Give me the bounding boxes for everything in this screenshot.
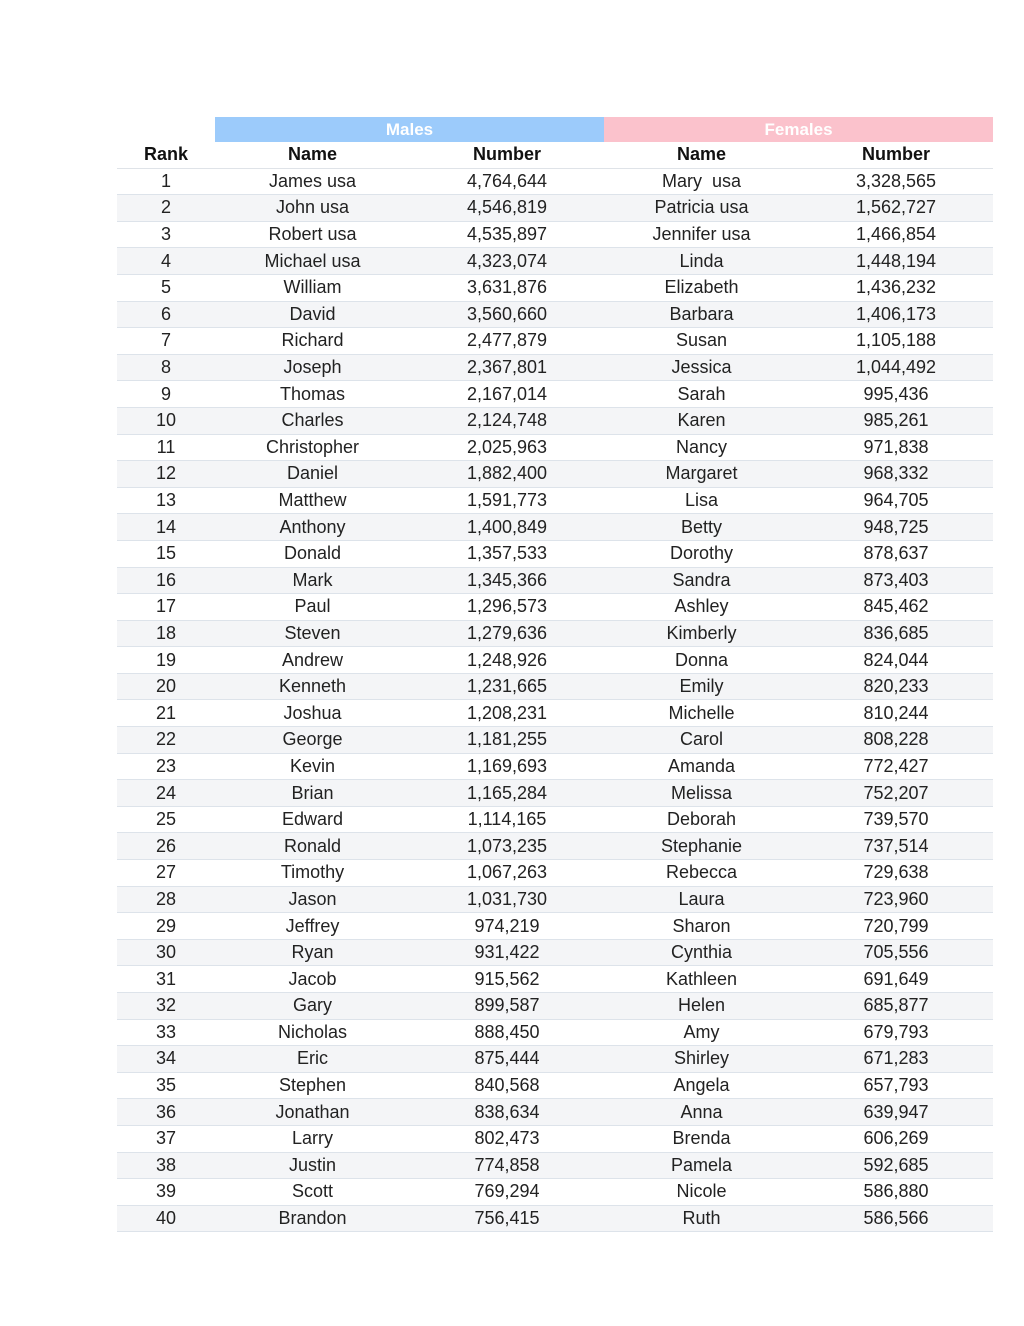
male-number-cell: 899,587 xyxy=(410,993,604,1020)
table-row xyxy=(117,567,993,594)
male-number-cell: 756,415 xyxy=(410,1205,604,1232)
female-name-cell: Cynthia xyxy=(604,939,799,966)
female-name-cell: Carol xyxy=(604,727,799,754)
female-number-cell: 948,725 xyxy=(799,514,993,541)
female-number-cell: 772,427 xyxy=(799,753,993,780)
male-number-cell: 1,279,636 xyxy=(410,620,604,647)
female-number-cell: 845,462 xyxy=(799,594,993,621)
female-number-cell: 752,207 xyxy=(799,780,993,807)
rank-cell: 21 xyxy=(117,700,215,727)
female-name-cell: Pamela xyxy=(604,1152,799,1179)
male-name-cell: Stephen xyxy=(215,1072,410,1099)
male-name-cell: Andrew xyxy=(215,647,410,674)
table-row xyxy=(117,514,993,541)
female-number-cell: 739,570 xyxy=(799,806,993,833)
male-number-cell: 915,562 xyxy=(410,966,604,993)
rank-cell: 6 xyxy=(117,301,215,328)
rank-cell: 26 xyxy=(117,833,215,860)
male-name-cell: Matthew xyxy=(215,487,410,514)
group-header-blank xyxy=(117,117,215,142)
female-number-cell: 1,448,194 xyxy=(799,248,993,275)
male-name-cell: John usa xyxy=(215,195,410,222)
table-row xyxy=(117,833,993,860)
female-name-cell: Stephanie xyxy=(604,833,799,860)
male-number-cell: 1,248,926 xyxy=(410,647,604,674)
group-header-row xyxy=(117,117,993,142)
female-number-cell: 1,562,727 xyxy=(799,195,993,222)
table-row xyxy=(117,1099,993,1126)
male-name-cell: Ronald xyxy=(215,833,410,860)
table-row xyxy=(117,939,993,966)
female-number-cell: 592,685 xyxy=(799,1152,993,1179)
table-row xyxy=(117,620,993,647)
rank-cell: 19 xyxy=(117,647,215,674)
female-number-cell: 679,793 xyxy=(799,1019,993,1046)
male-number-cell: 2,367,801 xyxy=(410,354,604,381)
female-number-cell: 964,705 xyxy=(799,487,993,514)
table-row xyxy=(117,461,993,488)
rank-cell: 35 xyxy=(117,1072,215,1099)
male-name-cell: Brandon xyxy=(215,1205,410,1232)
male-number-cell: 1,067,263 xyxy=(410,860,604,887)
female-name-cell: Sandra xyxy=(604,567,799,594)
table-row xyxy=(117,274,993,301)
female-number-cell: 1,044,492 xyxy=(799,354,993,381)
male-name-cell: James usa xyxy=(215,168,410,195)
table-row xyxy=(117,594,993,621)
male-number-cell: 2,124,748 xyxy=(410,407,604,434)
female-number-cell: 691,649 xyxy=(799,966,993,993)
female-number-cell: 729,638 xyxy=(799,860,993,887)
male-name-cell: Christopher xyxy=(215,434,410,461)
female-name-cell: Anna xyxy=(604,1099,799,1126)
female-name-cell: Jennifer usa xyxy=(604,221,799,248)
male-number-column-header: Number xyxy=(410,142,604,168)
female-name-cell: Susan xyxy=(604,328,799,355)
female-number-cell: 723,960 xyxy=(799,886,993,913)
table-row xyxy=(117,195,993,222)
rank-cell: 10 xyxy=(117,407,215,434)
male-number-cell: 1,357,533 xyxy=(410,540,604,567)
male-name-column-header: Name xyxy=(215,142,410,168)
male-number-cell: 4,764,644 xyxy=(410,168,604,195)
male-number-cell: 4,546,819 xyxy=(410,195,604,222)
male-name-cell: Paul xyxy=(215,594,410,621)
female-name-cell: Sarah xyxy=(604,381,799,408)
female-name-cell: Elizabeth xyxy=(604,274,799,301)
rank-cell: 16 xyxy=(117,567,215,594)
female-name-column-header: Name xyxy=(604,142,799,168)
rank-column-header: Rank xyxy=(117,142,215,168)
females-group-header: Females xyxy=(604,117,993,142)
male-name-cell: Anthony xyxy=(215,514,410,541)
male-number-cell: 2,477,879 xyxy=(410,328,604,355)
male-name-cell: Joseph xyxy=(215,354,410,381)
rank-cell: 28 xyxy=(117,886,215,913)
male-number-cell: 2,025,963 xyxy=(410,434,604,461)
male-number-cell: 838,634 xyxy=(410,1099,604,1126)
female-number-cell: 873,403 xyxy=(799,567,993,594)
female-number-cell: 606,269 xyxy=(799,1125,993,1152)
male-name-cell: Jeffrey xyxy=(215,913,410,940)
male-number-cell: 1,165,284 xyxy=(410,780,604,807)
male-number-cell: 4,535,897 xyxy=(410,221,604,248)
rank-cell: 31 xyxy=(117,966,215,993)
female-name-cell: Linda xyxy=(604,248,799,275)
female-number-cell: 985,261 xyxy=(799,407,993,434)
rank-cell: 11 xyxy=(117,434,215,461)
table-row xyxy=(117,860,993,887)
male-name-cell: Larry xyxy=(215,1125,410,1152)
rank-cell: 8 xyxy=(117,354,215,381)
table-row xyxy=(117,913,993,940)
rank-cell: 22 xyxy=(117,727,215,754)
table-row xyxy=(117,354,993,381)
rank-cell: 30 xyxy=(117,939,215,966)
table-row xyxy=(117,647,993,674)
rank-cell: 2 xyxy=(117,195,215,222)
female-number-cell: 586,566 xyxy=(799,1205,993,1232)
male-name-cell: Robert usa xyxy=(215,221,410,248)
female-name-cell: Nicole xyxy=(604,1179,799,1206)
female-number-cell: 971,838 xyxy=(799,434,993,461)
male-name-cell: Charles xyxy=(215,407,410,434)
male-name-cell: Justin xyxy=(215,1152,410,1179)
female-name-cell: Dorothy xyxy=(604,540,799,567)
female-name-cell: Emily xyxy=(604,673,799,700)
table-row xyxy=(117,301,993,328)
male-number-cell: 1,181,255 xyxy=(410,727,604,754)
popular-names-table xyxy=(117,117,993,1232)
female-name-cell: Melissa xyxy=(604,780,799,807)
female-name-cell: Kimberly xyxy=(604,620,799,647)
rank-cell: 1 xyxy=(117,168,215,195)
males-group-header: Males xyxy=(215,117,604,142)
rank-cell: 39 xyxy=(117,1179,215,1206)
female-number-cell: 586,880 xyxy=(799,1179,993,1206)
table-row xyxy=(117,1046,993,1073)
rank-cell: 17 xyxy=(117,594,215,621)
male-number-cell: 802,473 xyxy=(410,1125,604,1152)
male-name-cell: Kevin xyxy=(215,753,410,780)
table-row xyxy=(117,1205,993,1232)
male-name-cell: Steven xyxy=(215,620,410,647)
male-number-cell: 2,167,014 xyxy=(410,381,604,408)
female-name-cell: Amy xyxy=(604,1019,799,1046)
female-number-cell: 1,466,854 xyxy=(799,221,993,248)
male-name-cell: Jason xyxy=(215,886,410,913)
table-row xyxy=(117,727,993,754)
male-number-cell: 1,231,665 xyxy=(410,673,604,700)
male-number-cell: 1,114,165 xyxy=(410,806,604,833)
female-name-cell: Sharon xyxy=(604,913,799,940)
female-name-cell: Deborah xyxy=(604,806,799,833)
table-row xyxy=(117,993,993,1020)
male-name-cell: Ryan xyxy=(215,939,410,966)
female-number-cell: 720,799 xyxy=(799,913,993,940)
female-name-cell: Donna xyxy=(604,647,799,674)
rank-cell: 9 xyxy=(117,381,215,408)
female-name-cell: Laura xyxy=(604,886,799,913)
table-row xyxy=(117,1179,993,1206)
male-number-cell: 3,560,660 xyxy=(410,301,604,328)
table-row xyxy=(117,806,993,833)
rank-cell: 14 xyxy=(117,514,215,541)
male-name-cell: Michael usa xyxy=(215,248,410,275)
female-number-cell: 685,877 xyxy=(799,993,993,1020)
male-number-cell: 1,169,693 xyxy=(410,753,604,780)
female-name-cell: Mary usa xyxy=(604,168,799,195)
male-name-cell: Thomas xyxy=(215,381,410,408)
male-name-cell: Nicholas xyxy=(215,1019,410,1046)
female-name-cell: Shirley xyxy=(604,1046,799,1073)
female-name-cell: Margaret xyxy=(604,461,799,488)
male-name-cell: Edward xyxy=(215,806,410,833)
male-number-cell: 1,296,573 xyxy=(410,594,604,621)
female-name-cell: Michelle xyxy=(604,700,799,727)
rank-cell: 18 xyxy=(117,620,215,647)
table-row xyxy=(117,407,993,434)
male-number-cell: 974,219 xyxy=(410,913,604,940)
female-number-cell: 705,556 xyxy=(799,939,993,966)
male-number-cell: 4,323,074 xyxy=(410,248,604,275)
male-number-cell: 769,294 xyxy=(410,1179,604,1206)
table-row xyxy=(117,700,993,727)
male-number-cell: 1,591,773 xyxy=(410,487,604,514)
male-number-cell: 1,073,235 xyxy=(410,833,604,860)
rank-cell: 20 xyxy=(117,673,215,700)
table-row xyxy=(117,753,993,780)
male-name-cell: Mark xyxy=(215,567,410,594)
male-name-cell: Donald xyxy=(215,540,410,567)
male-name-cell: David xyxy=(215,301,410,328)
male-name-cell: Scott xyxy=(215,1179,410,1206)
male-number-cell: 1,400,849 xyxy=(410,514,604,541)
female-number-cell: 639,947 xyxy=(799,1099,993,1126)
rank-cell: 32 xyxy=(117,993,215,1020)
female-name-cell: Helen xyxy=(604,993,799,1020)
table-row xyxy=(117,886,993,913)
rank-cell: 27 xyxy=(117,860,215,887)
male-name-cell: Jonathan xyxy=(215,1099,410,1126)
female-name-cell: Barbara xyxy=(604,301,799,328)
table-row xyxy=(117,168,993,195)
table-row xyxy=(117,673,993,700)
male-name-cell: George xyxy=(215,727,410,754)
table-row xyxy=(117,221,993,248)
table-row xyxy=(117,434,993,461)
table-row xyxy=(117,1019,993,1046)
male-number-cell: 1,031,730 xyxy=(410,886,604,913)
female-number-cell: 820,233 xyxy=(799,673,993,700)
rank-cell: 36 xyxy=(117,1099,215,1126)
male-number-cell: 1,882,400 xyxy=(410,461,604,488)
rank-cell: 13 xyxy=(117,487,215,514)
female-name-cell: Kathleen xyxy=(604,966,799,993)
table-row xyxy=(117,780,993,807)
rank-cell: 33 xyxy=(117,1019,215,1046)
female-number-cell: 1,406,173 xyxy=(799,301,993,328)
rank-cell: 34 xyxy=(117,1046,215,1073)
male-number-cell: 1,208,231 xyxy=(410,700,604,727)
male-number-cell: 931,422 xyxy=(410,939,604,966)
table-body xyxy=(117,168,993,1232)
male-name-cell: Jacob xyxy=(215,966,410,993)
female-name-cell: Patricia usa xyxy=(604,195,799,222)
table-row xyxy=(117,540,993,567)
female-name-cell: Ashley xyxy=(604,594,799,621)
female-number-cell: 836,685 xyxy=(799,620,993,647)
rank-cell: 12 xyxy=(117,461,215,488)
male-number-cell: 840,568 xyxy=(410,1072,604,1099)
male-name-cell: Kenneth xyxy=(215,673,410,700)
female-number-cell: 737,514 xyxy=(799,833,993,860)
female-name-cell: Angela xyxy=(604,1072,799,1099)
female-number-cell: 3,328,565 xyxy=(799,168,993,195)
female-number-cell: 671,283 xyxy=(799,1046,993,1073)
male-number-cell: 1,345,366 xyxy=(410,567,604,594)
female-name-cell: Brenda xyxy=(604,1125,799,1152)
female-number-cell: 810,244 xyxy=(799,700,993,727)
table-row xyxy=(117,966,993,993)
male-number-cell: 3,631,876 xyxy=(410,274,604,301)
male-number-cell: 774,858 xyxy=(410,1152,604,1179)
male-name-cell: William xyxy=(215,274,410,301)
female-number-cell: 824,044 xyxy=(799,647,993,674)
rank-cell: 40 xyxy=(117,1205,215,1232)
rank-cell: 23 xyxy=(117,753,215,780)
rank-cell: 4 xyxy=(117,248,215,275)
female-name-cell: Rebecca xyxy=(604,860,799,887)
male-name-cell: Eric xyxy=(215,1046,410,1073)
female-number-cell: 657,793 xyxy=(799,1072,993,1099)
table-row xyxy=(117,1125,993,1152)
table-row xyxy=(117,381,993,408)
female-name-cell: Nancy xyxy=(604,434,799,461)
female-number-cell: 1,105,188 xyxy=(799,328,993,355)
female-number-cell: 878,637 xyxy=(799,540,993,567)
male-name-cell: Daniel xyxy=(215,461,410,488)
male-name-cell: Gary xyxy=(215,993,410,1020)
female-name-cell: Amanda xyxy=(604,753,799,780)
male-number-cell: 875,444 xyxy=(410,1046,604,1073)
table-row xyxy=(117,248,993,275)
female-number-cell: 968,332 xyxy=(799,461,993,488)
rank-cell: 15 xyxy=(117,540,215,567)
female-name-cell: Karen xyxy=(604,407,799,434)
rank-cell: 37 xyxy=(117,1125,215,1152)
female-name-cell: Ruth xyxy=(604,1205,799,1232)
rank-cell: 3 xyxy=(117,221,215,248)
names-table-container xyxy=(117,117,993,1232)
rank-cell: 5 xyxy=(117,274,215,301)
female-name-cell: Jessica xyxy=(604,354,799,381)
female-name-cell: Betty xyxy=(604,514,799,541)
table-row xyxy=(117,1152,993,1179)
female-number-cell: 995,436 xyxy=(799,381,993,408)
rank-cell: 25 xyxy=(117,806,215,833)
female-number-column-header: Number xyxy=(799,142,993,168)
table-row xyxy=(117,487,993,514)
female-name-cell: Lisa xyxy=(604,487,799,514)
male-name-cell: Timothy xyxy=(215,860,410,887)
column-header-row xyxy=(117,142,993,168)
male-number-cell: 888,450 xyxy=(410,1019,604,1046)
female-number-cell: 1,436,232 xyxy=(799,274,993,301)
male-name-cell: Brian xyxy=(215,780,410,807)
rank-cell: 7 xyxy=(117,328,215,355)
male-name-cell: Richard xyxy=(215,328,410,355)
table-row xyxy=(117,328,993,355)
rank-cell: 38 xyxy=(117,1152,215,1179)
rank-cell: 29 xyxy=(117,913,215,940)
rank-cell: 24 xyxy=(117,780,215,807)
male-name-cell: Joshua xyxy=(215,700,410,727)
table-row xyxy=(117,1072,993,1099)
female-number-cell: 808,228 xyxy=(799,727,993,754)
